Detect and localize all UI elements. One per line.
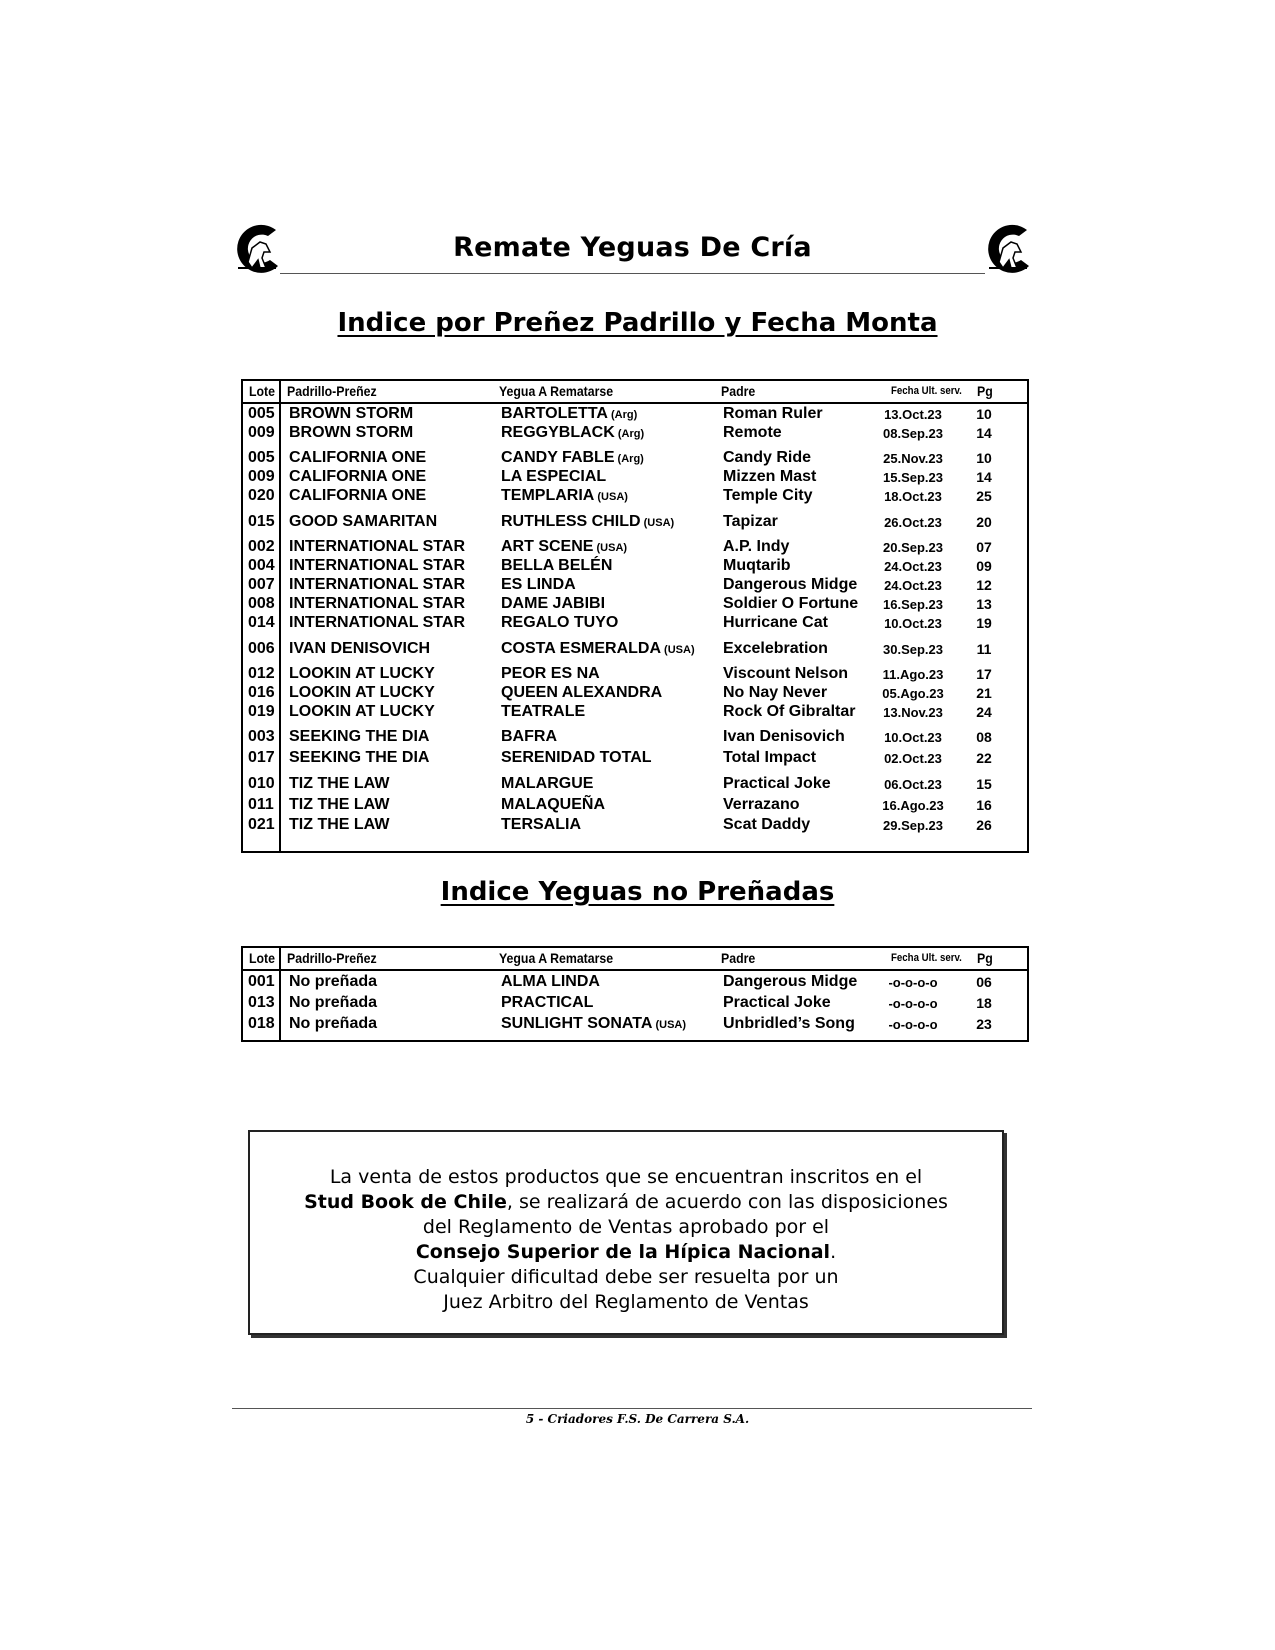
padrillo-cell: INTERNATIONAL STAR <box>289 557 465 574</box>
lote-cell: 014 <box>248 614 275 631</box>
col-fecha: Fecha Ult. serv. <box>891 385 962 397</box>
origin-label: (USA) <box>661 644 695 656</box>
padre-cell: Temple City <box>723 487 813 504</box>
col-yegua: Yegua A Rematarse <box>499 950 614 966</box>
lote-cell: 012 <box>248 665 275 682</box>
padrillo-cell: TIZ THE LAW <box>289 775 390 792</box>
col-pg: Pg <box>977 950 993 966</box>
padre-cell: Tapizar <box>723 513 778 530</box>
yegua-cell: MALAQUEÑA <box>501 796 605 813</box>
pg-cell: 15 <box>976 776 992 792</box>
consejo-text: Consejo Superior de la Hípica Nacional <box>415 1241 831 1263</box>
section-title-prenez: Indice por Preñez Padrillo y Fecha Monta <box>337 308 938 338</box>
yegua-cell: SUNLIGHT SONATA (USA) <box>501 1015 687 1032</box>
padre-cell: Rock Of Gibraltar <box>723 703 856 720</box>
col-padre: Padre <box>721 383 756 399</box>
lote-cell: 010 <box>248 775 275 792</box>
yegua-cell: PRACTICAL <box>501 994 594 1011</box>
yegua-cell: SERENIDAD TOTAL <box>501 749 652 766</box>
yegua-cell: LA ESPECIAL <box>501 468 607 485</box>
fecha-cell: 13.Oct.23 <box>884 407 942 422</box>
table-row <box>243 557 1027 576</box>
pg-cell: 26 <box>976 817 992 833</box>
yegua-cell: BAFRA <box>501 728 557 745</box>
fecha-cell: 02.Oct.23 <box>884 751 942 766</box>
yegua-cell: TEMPLARIA (USA) <box>501 487 628 504</box>
notice-line: La venta de estos productos que se encuentran inscritos en el <box>329 1166 923 1188</box>
padrillo-cell: CALIFORNIA ONE <box>289 449 427 466</box>
padre-cell: Total Impact <box>723 749 817 766</box>
padre-cell: Dangerous Midge <box>723 576 858 593</box>
pg-cell: 06 <box>976 974 992 990</box>
origin-label: (Arg) <box>607 409 638 421</box>
pg-cell: 19 <box>976 615 992 631</box>
padrillo-cell: TIZ THE LAW <box>289 816 390 833</box>
fecha-cell: 15.Sep.23 <box>883 470 943 485</box>
lote-cell: 009 <box>248 468 275 485</box>
padre-cell: Viscount Nelson <box>723 665 849 682</box>
table-row <box>243 640 1027 659</box>
pg-cell: 12 <box>976 577 992 593</box>
origin-label: (USA) <box>652 1019 687 1031</box>
notice-line: Consejo Superior de la Hípica Nacional. <box>415 1241 837 1263</box>
yegua-cell: RUTHLESS CHILD (USA) <box>501 513 675 530</box>
pg-cell: 14 <box>976 425 992 441</box>
padrillo-cell: CALIFORNIA ONE <box>289 487 427 504</box>
yegua-cell: REGALO TUYO <box>501 614 619 631</box>
padre-cell: Practical Joke <box>723 994 831 1011</box>
lote-cell: 011 <box>248 796 274 813</box>
padre-cell: Remote <box>723 424 782 441</box>
origin-label: (USA) <box>640 517 675 529</box>
yegua-cell: MALARGUE <box>501 775 594 792</box>
pg-cell: 09 <box>976 558 992 574</box>
table-row <box>243 684 1027 703</box>
fecha-cell: 10.Oct.23 <box>884 616 942 631</box>
padrillo-cell: INTERNATIONAL STAR <box>289 595 465 612</box>
padre-cell: Mizzen Mast <box>723 468 817 485</box>
fecha-cell: -o-o-o-o <box>888 975 938 990</box>
fecha-cell: 30.Sep.23 <box>883 642 943 657</box>
lote-cell: 013 <box>248 994 275 1011</box>
yegua-cell: BELLA BELÉN <box>501 557 613 574</box>
padre-cell: Practical Joke <box>723 775 831 792</box>
col-lote: Lote <box>249 383 276 399</box>
padrillo-cell: LOOKIN AT LUCKY <box>289 665 435 682</box>
sale-notice-box <box>248 1130 1004 1335</box>
padrillo-cell: TIZ THE LAW <box>289 796 390 813</box>
lote-cell: 019 <box>248 703 275 720</box>
document-title: Remate Yeguas De Cría <box>453 232 812 263</box>
padre-cell: No Nay Never <box>723 684 828 701</box>
table-row <box>243 728 1027 747</box>
yegua-cell: COSTA ESMERALDA (USA) <box>501 640 695 657</box>
table-row <box>243 424 1027 443</box>
lote-cell: 017 <box>248 749 275 766</box>
table-row <box>243 538 1027 557</box>
pg-cell: 10 <box>976 450 992 466</box>
padre-cell: Muqtarib <box>723 557 791 574</box>
table-row <box>243 1015 1027 1034</box>
lote-cell: 021 <box>248 816 275 833</box>
index-table-prenez <box>241 379 1029 853</box>
pg-cell: 10 <box>976 406 992 422</box>
padre-cell: Hurricane Cat <box>723 614 828 631</box>
padrillo-cell: LOOKIN AT LUCKY <box>289 703 435 720</box>
table-header <box>243 381 1027 404</box>
fecha-cell: 06.Oct.23 <box>884 777 942 792</box>
padre-cell: Candy Ride <box>723 449 812 466</box>
table-row <box>243 994 1027 1013</box>
notice-line: Stud Book de Chile, se realizará de acuerdo con las disposiciones <box>304 1191 948 1213</box>
origin-label: (USA) <box>594 491 628 503</box>
padrillo-cell: INTERNATIONAL STAR <box>289 576 465 593</box>
pg-cell: 13 <box>976 596 992 612</box>
lote-cell: 006 <box>248 640 275 657</box>
col-fecha: Fecha Ult. serv. <box>891 952 962 964</box>
lote-cell: 018 <box>248 1015 275 1032</box>
padre-cell: Verrazano <box>723 796 800 813</box>
padre-cell: Scat Daddy <box>723 816 811 833</box>
fecha-cell: 16.Ago.23 <box>882 798 944 813</box>
pg-cell: 07 <box>976 539 992 555</box>
col-padrillo: Padrillo-Preñez <box>287 383 377 399</box>
padrillo-cell: LOOKIN AT LUCKY <box>289 684 435 701</box>
pg-cell: 20 <box>976 514 992 530</box>
table-row <box>243 796 1027 815</box>
pg-cell: 23 <box>976 1016 992 1032</box>
padre-cell: Ivan Denisovich <box>723 728 845 745</box>
padrillo-cell: GOOD SAMARITAN <box>289 513 438 530</box>
padrillo-cell: BROWN STORM <box>289 405 414 422</box>
lote-cell: 007 <box>248 576 275 593</box>
fecha-cell: -o-o-o-o <box>888 996 938 1011</box>
yegua-cell: ES LINDA <box>501 576 576 593</box>
table-row <box>243 576 1027 595</box>
padrillo-cell: No preñada <box>289 994 378 1011</box>
yegua-cell: CANDY FABLE (Arg) <box>501 449 644 466</box>
table-row <box>243 513 1027 532</box>
pg-cell: 22 <box>976 750 992 766</box>
pg-cell: 21 <box>976 685 992 701</box>
fecha-cell: 26.Oct.23 <box>884 515 942 530</box>
pg-cell: 24 <box>976 704 992 720</box>
pg-cell: 16 <box>976 797 992 813</box>
table-row <box>243 816 1027 835</box>
col-yegua: Yegua A Rematarse <box>499 383 614 399</box>
table-row <box>243 749 1027 768</box>
padre-cell: A.P. Indy <box>723 538 790 555</box>
fecha-cell: 24.Oct.23 <box>884 578 942 593</box>
yegua-cell: BARTOLETTA (Arg) <box>501 405 638 422</box>
table-row <box>243 614 1027 633</box>
pg-cell: 11 <box>976 641 992 657</box>
notice-line: del Reglamento de Ventas aprobado por el <box>422 1216 830 1238</box>
fecha-cell: 13.Nov.23 <box>883 705 943 720</box>
table-header <box>243 948 1027 971</box>
yegua-cell: TEATRALE <box>501 703 586 720</box>
col-lote: Lote <box>249 950 276 966</box>
table-row <box>243 487 1027 506</box>
pg-cell: 17 <box>976 666 992 682</box>
table-row <box>243 468 1027 487</box>
pg-cell: 18 <box>976 995 992 1011</box>
table-row <box>243 703 1027 722</box>
yegua-cell: DAME JABIBI <box>501 595 606 612</box>
padre-cell: Dangerous Midge <box>723 973 858 990</box>
lote-cell: 016 <box>248 684 275 701</box>
page-header <box>230 222 1035 276</box>
section-title-no-prenadas: Indice Yeguas no Preñadas <box>440 877 835 907</box>
padre-cell: Soldier O Fortune <box>723 595 859 612</box>
lote-cell: 005 <box>248 405 275 422</box>
col-padre: Padre <box>721 950 756 966</box>
fecha-cell: 18.Oct.23 <box>884 489 942 504</box>
pg-cell: 14 <box>976 469 992 485</box>
fecha-cell: 20.Sep.23 <box>883 540 943 555</box>
table-row <box>243 405 1027 424</box>
padrillo-cell: BROWN STORM <box>289 424 414 441</box>
table-row <box>243 973 1027 992</box>
pg-cell: 08 <box>976 729 992 745</box>
fecha-cell: 08.Sep.23 <box>883 426 943 441</box>
lote-cell: 008 <box>248 595 275 612</box>
padrillo-cell: INTERNATIONAL STAR <box>289 538 465 555</box>
table-row <box>243 775 1027 794</box>
fecha-cell: 24.Oct.23 <box>884 559 942 574</box>
table-row <box>243 449 1027 468</box>
lote-cell: 004 <box>248 557 275 574</box>
index-table-no-prenadas <box>241 946 1029 1042</box>
yegua-cell: TERSALIA <box>501 816 581 833</box>
yegua-cell: ALMA LINDA <box>501 973 600 990</box>
lote-cell: 005 <box>248 449 275 466</box>
lote-cell: 003 <box>248 728 275 745</box>
padrillo-cell: SEEKING THE DIA <box>289 728 430 745</box>
yegua-cell: PEOR ES NA <box>501 665 600 682</box>
fecha-cell: 16.Sep.23 <box>883 597 943 612</box>
lote-cell: 001 <box>248 973 275 990</box>
yegua-cell: QUEEN ALEXANDRA <box>501 684 663 701</box>
page-footer: 5 - Criadores F.S. De Carrera S.A. <box>525 1412 750 1426</box>
col-padrillo: Padrillo-Preñez <box>287 950 377 966</box>
padrillo-cell: IVAN DENISOVICH <box>289 640 431 657</box>
fecha-cell: -o-o-o-o <box>888 1017 938 1032</box>
origin-label: (Arg) <box>614 428 645 440</box>
yegua-cell: REGGYBLACK (Arg) <box>501 424 645 441</box>
padre-cell: Excelebration <box>723 640 828 657</box>
lote-cell: 015 <box>248 513 275 530</box>
padre-cell: Unbridled’s Song <box>723 1015 855 1032</box>
table-row <box>243 595 1027 614</box>
horse-logo-icon <box>981 222 1035 276</box>
fecha-cell: 29.Sep.23 <box>883 818 943 833</box>
table-row <box>243 665 1027 684</box>
stud-book-text: Stud Book de Chile <box>304 1191 507 1213</box>
fecha-cell: 10.Oct.23 <box>884 730 942 745</box>
origin-label: (USA) <box>593 542 628 554</box>
padrillo-cell: INTERNATIONAL STAR <box>289 614 465 631</box>
padrillo-cell: SEEKING THE DIA <box>289 749 430 766</box>
lote-cell: 020 <box>248 487 275 504</box>
fecha-cell: 11.Ago.23 <box>882 667 944 682</box>
notice-line: Cualquier dificultad debe ser resuelta por un <box>413 1266 839 1288</box>
col-pg: Pg <box>977 383 993 399</box>
padre-cell: Roman Ruler <box>723 405 823 422</box>
pg-cell: 25 <box>976 488 992 504</box>
lote-cell: 002 <box>248 538 275 555</box>
lote-cell: 009 <box>248 424 275 441</box>
padrillo-cell: CALIFORNIA ONE <box>289 468 427 485</box>
fecha-cell: 05.Ago.23 <box>882 686 944 701</box>
yegua-cell: ART SCENE (USA) <box>501 538 628 555</box>
notice-line: Juez Arbitro del Reglamento de Ventas <box>443 1291 809 1313</box>
padrillo-cell: No preñada <box>289 973 378 990</box>
fecha-cell: 25.Nov.23 <box>883 451 943 466</box>
padrillo-cell: No preñada <box>289 1015 378 1032</box>
origin-label: (Arg) <box>614 453 644 465</box>
